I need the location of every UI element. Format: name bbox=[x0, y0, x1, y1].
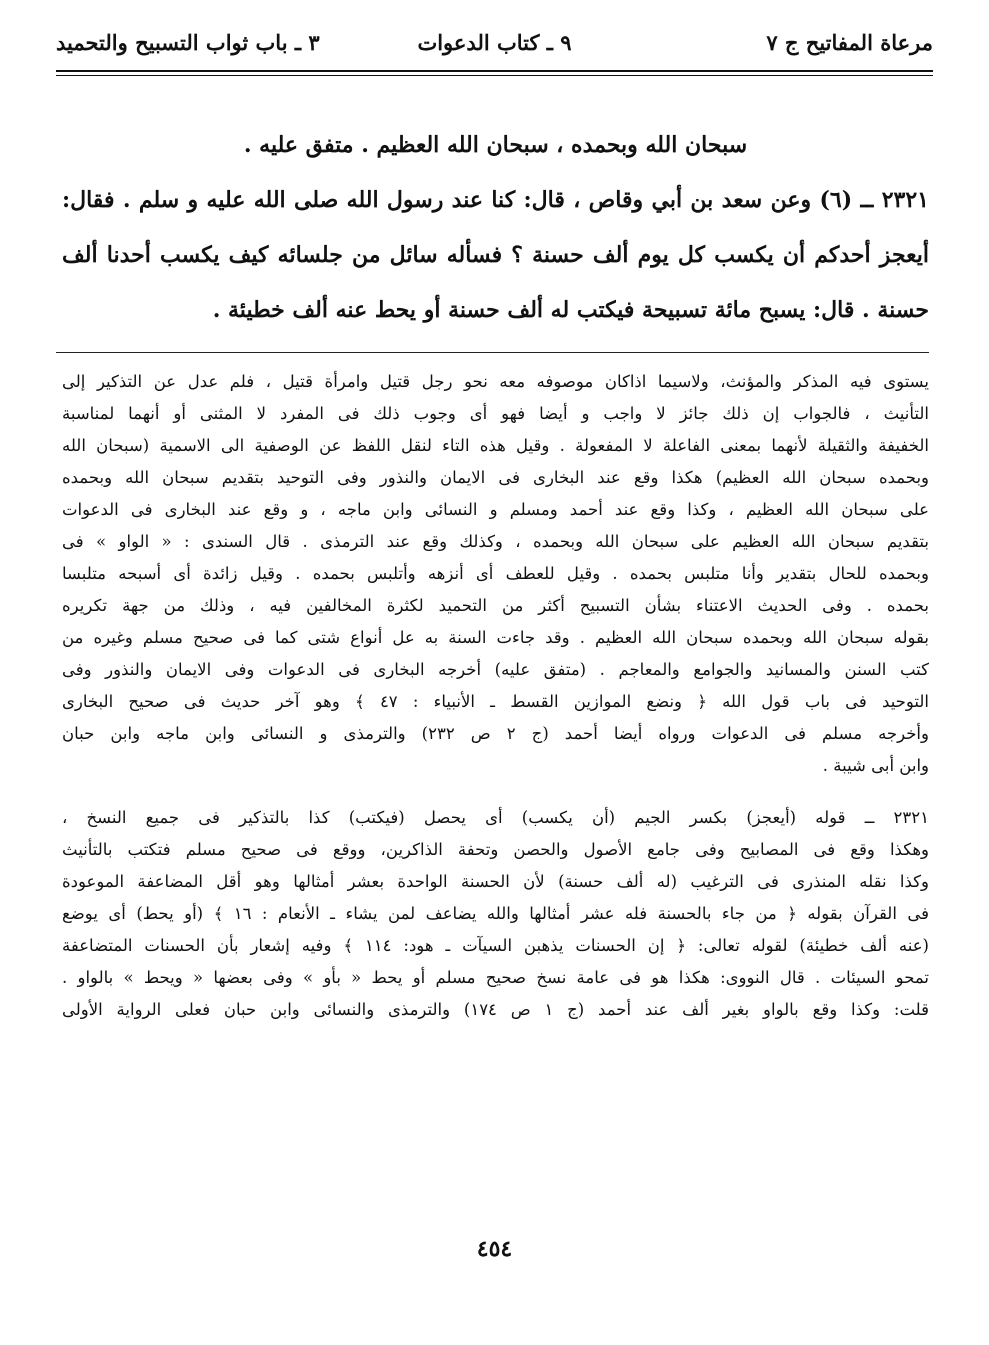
hadith-line: حسنة . قال: يسبح مائة تسبيحة فيكتب له ألف حسنة أو يحط عنه ألف خطيئة . bbox=[212, 297, 929, 323]
header-rule bbox=[56, 70, 933, 72]
commentary-line: على سبحان الله العظيم ، وكذا وقع عند أحمد ومسلم و النسائى وابن ماجه ، و وقع عند البخارى فى الدعوات bbox=[62, 500, 929, 519]
commentary-line: كتب السنن والمسانيد والجوامع والمعاجم . (متفق عليه) أخرجه البخارى فى الدعوات وفى الايمان والنذور وفى bbox=[62, 660, 929, 679]
commentary-line: قلت: وكذا وقع بالواو بغير ألف عند أحمد (ج ١ ص ١٧٤) والترمذى والنسائى وابن حبان فعلى الرواية الأولى bbox=[62, 1000, 929, 1019]
commentary-line: بتقديم سبحان الله العظيم على سبحان الله وبحمده ، وكذلك وقع عند الترمذى . قال السندى : « الواو » فى bbox=[62, 532, 929, 551]
running-header bbox=[56, 28, 933, 64]
commentary-line: ٢٣٢١ ــ قوله (أيعجز) بكسر الجيم (أن يكسب) أى يحصل (فيكتب) كذا بالتذكير فى جميع النسخ ، bbox=[62, 808, 929, 827]
commentary-line: بحمده . وفى الحديث الاعتناء بشأن التسبيح أكثر من التحميد لكثرة المخالفين فيه ، وذلك من جهة تكريره bbox=[62, 596, 929, 615]
commentary-line: وبحمده سبحان الله العظيم) هكذا وقع عند البخارى فى الايمان والنذور وفى التوحيد بتقديم سبحان الله وبحمده bbox=[62, 468, 929, 487]
header-book-section: ٩ ـ كتاب الدعوات bbox=[417, 30, 572, 55]
hadith-text bbox=[62, 118, 929, 338]
commentary-block-1 bbox=[62, 366, 929, 782]
header-rule-thin bbox=[56, 75, 933, 76]
hadith-line: سبحان الله وبحمده ، سبحان الله العظيم . متفق عليه . bbox=[243, 132, 748, 158]
commentary-line: التأنيث ، فالجواب إن ذلك جائز لا واجب و أيضا فهو أى وجوب ذلك فى المفرد لا المثنى أو أنهما لمناسبة bbox=[62, 404, 929, 423]
commentary-line: وبحمده للحال بتقدير وأنا متلبس بحمده . وقيل للعطف أى أنزهه وأتلبس بحمده . وقيل زائدة أى أسبحه متلبسا bbox=[62, 564, 929, 583]
hadith-line: أيعجز أحدكم أن يكسب كل يوم ألف حسنة ؟ فسأله سائل من جلسائه كيف يكسب أحدنا ألف bbox=[62, 242, 929, 268]
commentary-block-2 bbox=[62, 802, 929, 1026]
commentary-line: يستوى فيه المذكر والمؤنث، ولاسيما اذاكان موصوفه معه نحو رجل قتيل وامرأة قتيل ، فلم عدل عن التذكير إلى bbox=[62, 372, 929, 391]
commentary-line: التوحيد فى باب قول الله ﴿ ونضع الموازين القسط ـ الأنبياء : ٤٧ ﴾ وهو آخر حديث فى صحيح البخارى bbox=[62, 692, 929, 711]
section-divider bbox=[56, 352, 929, 353]
commentary-line: وأخرجه مسلم فى الدعوات ورواه أيضا أحمد (ج ٢ ص ٢٣٢) والترمذى و النسائى وابن ماجه وابن حبان bbox=[62, 724, 929, 743]
header-book-volume: مرعاة المفاتيح ج ٧ bbox=[766, 30, 933, 55]
commentary-line: تمحو السيئات . قال النووى: هكذا هو فى عامة نسخ صحيح مسلم أو يحط « بأو » وفى بعضها « ويحط » بالواو . bbox=[62, 968, 929, 987]
commentary-line: الخفيفة والثقيلة لأنهما بمعنى الفاعلة لا المفعولة . وقيل هذه التاء لنقل اللفظ عن الوصفية الى الاسمية (سبحان الله bbox=[62, 436, 929, 455]
hadith-line: ٢٣٢١ ــ (٦) وعن سعد بن أبي وقاص ، قال: كنا عند رسول الله صلى الله عليه و سلم . فقال: bbox=[62, 187, 929, 213]
header-chapter-title: ٣ ـ باب ثواب التسبيح والتحميد bbox=[56, 30, 320, 55]
commentary-line: وهكذا وقع فى المصابيح وفى جامع الأصول والحصن وتحفة الذاكرين، ووقع فى صحيح مسلم فتكتب بالتأنيث bbox=[62, 840, 929, 859]
commentary bbox=[62, 366, 929, 1046]
commentary-line: فى القرآن بقوله ﴿ من جاء بالحسنة فله عشر أمثالها والله يضاعف لمن يشاء ـ الأنعام : ١٦ ﴾ (أو يحط) أى يوضع bbox=[62, 904, 929, 923]
commentary-line: (عنه ألف خطيئة) لقوله تعالى: ﴿ إن الحسنات يذهبن السيآت ـ هود: ١١٤ ﴾ وفيه إشعار بأن الحسنات المتضاعفة bbox=[62, 936, 929, 955]
commentary-line: بقوله سبحان الله وبحمده سبحان الله العظيم . وقد جاءت السنة به عل أنواع شتى كما فى صحيح مسلم وغيره من bbox=[62, 628, 929, 647]
page-number: ٤٥٤ bbox=[476, 1236, 513, 1262]
commentary-line: وابن أبى شيبة . bbox=[822, 756, 929, 775]
commentary-line: وكذا نقله المنذرى فى الترغيب (له ألف حسنة) لأن الحسنة الواحدة بعشر أمثالها وهو أقل المضاعفة الموعودة bbox=[62, 872, 929, 891]
